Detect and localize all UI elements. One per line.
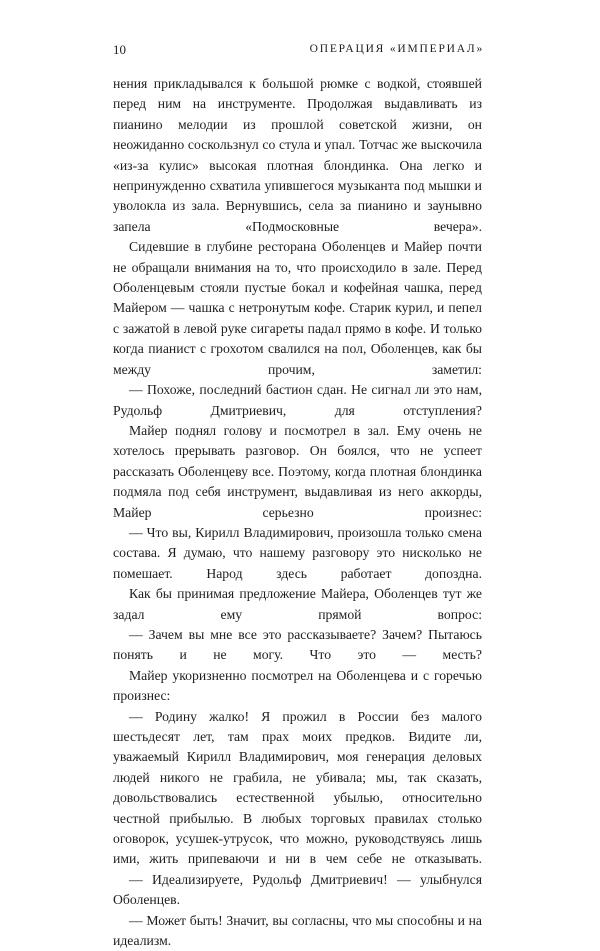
paragraph-narration: Сидевшие в глубине ресторана Оболенцев и Майер почти не обращали внимания на то, что происходило в зале. Перед Оболенцевым стояли пустые бокал и кофейная чашка, перед Майером — чашка с нетронутым кофе. Старик курил, и пепел с зажатой в левой руке сигареты падал прямо в кофе. И только когда пианист с грохотом свалился на пол, Оболенцев, как бы между прочим, заметил: <box>113 239 482 377</box>
paragraph-dialogue: — Похоже, последний бастион сдан. Не сигнал ли это нам, Рудольф Дмитриевич, для отступления? <box>113 382 482 418</box>
paragraph-dialogue: — Что вы, Кирилл Владимирович, произошла только смена состава. Я думаю, что нашему разговору это нисколько не помешает. Народ здесь работает допоздна. <box>113 524 482 581</box>
paragraph-dialogue: — Зачем вы мне все это рассказываете? Зачем? Пытаюсь понять и не могу. Что это — месть? <box>113 626 482 663</box>
paragraph-dialogue: — Родину жалко! Я прожил в России без малого шестьдесят лет, там прах моих предков. Видите ли, уважаемый Кирилл Владимирович, моя генерация деловых людей никого не грабила, не убивала; мы, так сказать, довольствовались естественной убылью, относительно честной прибылью. В любых торговых правилах столько оговорок, усушек-утрусок, что можно, руководствуясь лишь ими, жить припеваючи и ни в чем себе не отказывать. <box>113 708 482 867</box>
running-title: ОПЕРАЦИЯ «ИМПЕРИАЛ» <box>309 43 484 55</box>
paragraph-dialogue: — Может быть! Значит, вы согласны, что мы способны и на идеализм. <box>113 912 482 949</box>
body-text <box>113 74 482 951</box>
page-number: 10 <box>113 42 126 57</box>
page-header <box>0 40 600 60</box>
paragraph-narration: Майер укоризненно посмотрел на Оболенцева и с горечью произнес: <box>113 667 482 704</box>
paragraph-narration: Как бы принимая предложение Майера, Оболенцев тут же задал ему прямой вопрос: <box>113 586 482 622</box>
paragraph-dialogue: — Идеализируете, Рудольф Дмитриевич! — улыбнулся Оболенцев. <box>113 871 482 908</box>
paragraph-continuation: нения прикладывался к большой рюмке с водкой, стоявшей перед ним на инструменте. Продолжая выдавливать из пианино мелодии из прошлой советской жизни, он неожиданно соскользнул со стула и упал. Тотчас же выскочила «из-за кулис» высокая плотная блондинка. Она легко и непринужденно схватила упившегося музыканта под мышки и уволокла из зала. Вернувшись, села за пианино и заунывно запела «Подмосковные вечера». <box>113 76 482 234</box>
paragraph-narration: Майер поднял голову и посмотрел в зал. Ему очень не хотелось прерывать разговор. Он боялся, что не успеет рассказать Оболенцеву все. Поэтому, когда плотная блондинка подмяла под себя инструмент, выдавливая из него аккорды, Майер серьезно произнес: <box>113 422 482 520</box>
